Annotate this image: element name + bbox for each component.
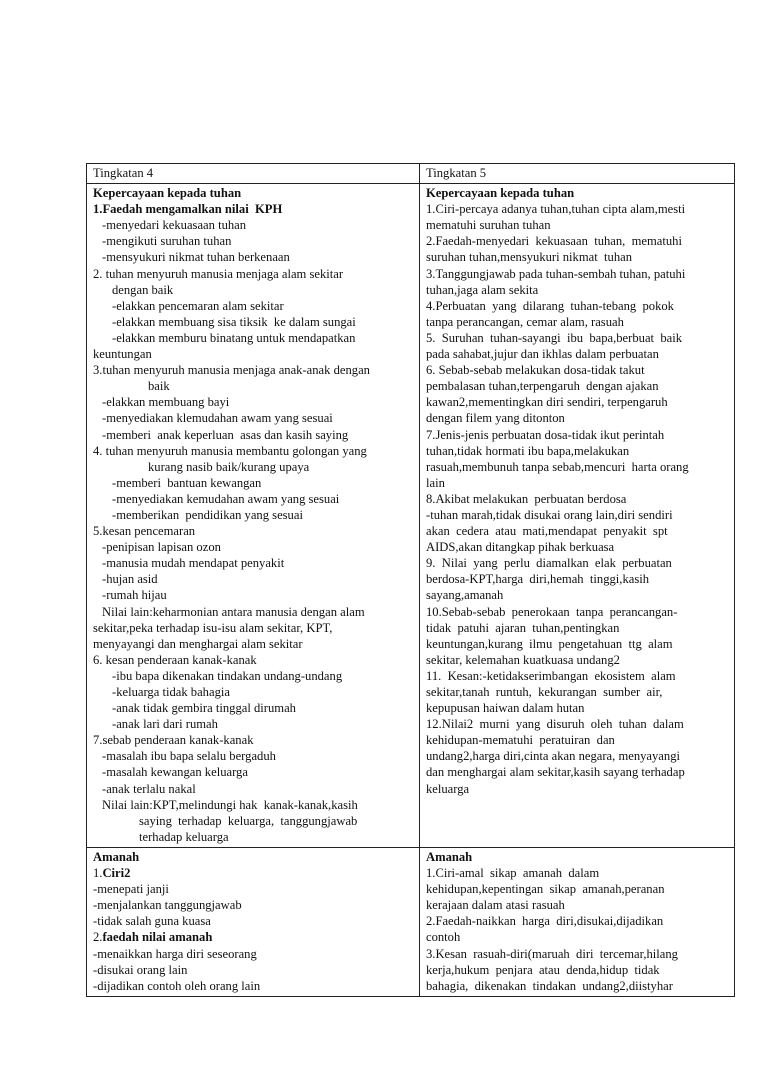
cell-kepercayaan-t4 bbox=[87, 184, 420, 848]
text-line: Nilai lain:keharmonian antara manusia dengan alam bbox=[102, 604, 365, 619]
header-tingkatan-4: Tingkatan 4 bbox=[87, 164, 420, 184]
text-line: 7.sebab penderaan kanak-kanak bbox=[93, 733, 254, 748]
notes-table bbox=[86, 163, 735, 997]
text-line: 2. tuhan menyuruh manusia menjaga alam sekitar bbox=[93, 266, 344, 281]
text-line: -dijadikan contoh oleh orang lain bbox=[93, 978, 261, 993]
text-line bbox=[93, 929, 415, 945]
text-line: tanpa perancangan, cemar alam, rasuah bbox=[426, 314, 624, 329]
text-line: 5. Suruhan tuhan-sayangi ibu bapa,berbuat baik bbox=[426, 330, 683, 345]
text-line: tuhan,jaga alam sekita bbox=[426, 282, 539, 297]
text-line: kawan2,mementingkan diri sendiri, terpengaruh bbox=[426, 395, 668, 410]
text-line: -elakkan membuang sisa tiksik ke dalam sungai bbox=[112, 314, 356, 329]
cell-kepercayaan-t5 bbox=[420, 184, 735, 848]
text-line: sayang,amanah bbox=[426, 588, 504, 603]
text-line: 1.Faedah mengamalkan nilai KPH bbox=[93, 202, 283, 217]
section-amanah-row bbox=[87, 847, 735, 996]
text-line: 2.Faedah-menyedari kekuasaan tuhan, mematuhi bbox=[426, 234, 682, 249]
text-line: 12.Nilai2 murni yang disuruh oleh tuhan dalam bbox=[426, 717, 684, 732]
text-line: pembalasan tuhan,terpengaruh dengan ajakan bbox=[426, 379, 659, 394]
text-line: 11. Kesan:-ketidakserimbangan ekosistem alam bbox=[426, 668, 676, 683]
text-line: pada sahabat,jujur dan ikhlas dalam perbuatan bbox=[426, 347, 659, 362]
text-line: kepupusan haiwan dalam hutan bbox=[426, 701, 585, 716]
section-title: Amanah bbox=[426, 849, 473, 864]
text-line: -tuhan marah,tidak disukai orang lain,diri sendiri bbox=[426, 507, 673, 522]
text-line: tuhan,tidak hormati ibu bapa,melakukan bbox=[426, 443, 630, 458]
text-line: terhadap keluarga bbox=[139, 829, 229, 844]
text-line: -ibu bapa dikenakan tindakan undang-undang bbox=[112, 668, 343, 683]
text-line: kehidupan,kepentingan sikap amanah,peranan bbox=[426, 882, 665, 897]
text-line: -mensyukuri nikmat tuhan berkenaan bbox=[102, 250, 290, 265]
text-line: -menyedari kekuasaan tuhan bbox=[102, 218, 247, 233]
text-line: 3.Tanggungjawab pada tuhan-sembah tuhan, patuhi bbox=[426, 266, 686, 281]
text-line: menyayangi dan menghargai alam sekitar bbox=[93, 636, 303, 651]
text-line bbox=[93, 865, 415, 881]
text-line: kerajaan dalam atasi rasuah bbox=[426, 898, 565, 913]
text-line: -manusia mudah mendapat penyakit bbox=[102, 556, 285, 571]
text-line: -masalah kewangan keluarga bbox=[102, 765, 248, 780]
text-line: 9. Nilai yang perlu diamalkan elak perbuatan bbox=[426, 556, 672, 571]
text-line: akan cedera atau mati,mendapat penyakit spt bbox=[426, 524, 668, 539]
text-line: -memberi bantuan kewangan bbox=[112, 475, 262, 490]
text-line: -elakkan pencemaran alam sekitar bbox=[112, 298, 284, 313]
text-line: -menyediakan kemudahan awam yang sesuai bbox=[112, 491, 340, 506]
text-line: kurang nasib baik/kurang upaya bbox=[148, 459, 310, 474]
text-line: contoh bbox=[426, 930, 461, 945]
item-heading: faedah nilai amanah bbox=[102, 930, 213, 945]
text-line: dengan baik bbox=[112, 282, 174, 297]
text-line: -menepati janji bbox=[93, 882, 169, 897]
section-title: Kepercayaan kepada tuhan bbox=[426, 186, 575, 201]
section-kepercayaan-row bbox=[87, 184, 735, 848]
text-line: AIDS,akan ditangkap pihak berkuasa bbox=[426, 540, 615, 555]
cell-amanah-t4 bbox=[87, 847, 420, 996]
text-line: -anak terlalu nakal bbox=[102, 781, 196, 796]
text-line: baik bbox=[148, 379, 170, 394]
item-heading: Ciri2 bbox=[102, 866, 131, 881]
text-line: tidak patuhi ajaran tuhan,pentingkan bbox=[426, 620, 620, 635]
item-number: 1. bbox=[93, 866, 103, 881]
text-line: 1.Ciri-percaya adanya tuhan,tuhan cipta alam,mesti bbox=[426, 202, 686, 217]
text-line: 1.Ciri-amal sikap amanah dalam bbox=[426, 866, 600, 881]
text-line: undang2,harga diri,cinta akan negara, menyayangi bbox=[426, 749, 680, 764]
text-line: -penipisan lapisan ozon bbox=[102, 540, 221, 555]
text-line: -mengikuti suruhan tuhan bbox=[102, 234, 232, 249]
text-line: 7.Jenis-jenis perbuatan dosa-tidak ikut perintah bbox=[426, 427, 665, 442]
text-line: Nilai lain:KPT,melindungi hak kanak-kanak,kasih bbox=[102, 797, 358, 812]
text-line: keuntungan bbox=[93, 347, 152, 362]
text-line: 3.Kesan rasuah-diri(maruah diri tercemar,hilang bbox=[426, 946, 678, 961]
text-line: -menjalankan tanggungjawab bbox=[93, 898, 242, 913]
text-line: -rumah hijau bbox=[102, 588, 167, 603]
text-line: -elakkan memburu binatang untuk mendapatkan bbox=[112, 330, 356, 345]
text-line: mematuhi suruhan tuhan bbox=[426, 218, 551, 233]
text-line: 4.Perbuatan yang dilarang tuhan-tebang pokok bbox=[426, 298, 674, 313]
text-line: -memberikan pendidikan yang sesuai bbox=[112, 507, 303, 522]
header-row bbox=[87, 164, 735, 184]
text-line: -anak tidak gembira tinggal dirumah bbox=[112, 701, 296, 716]
text-line: -anak lari dari rumah bbox=[112, 717, 218, 732]
text-line: -memberi anak keperluan asas dan kasih saying bbox=[102, 427, 349, 442]
text-line: sekitar,tanah runtuh, kekurangan sumber air, bbox=[426, 685, 663, 699]
text-line: saying terhadap keluarga, tanggungjawab bbox=[139, 813, 358, 828]
cell-amanah-t5 bbox=[420, 847, 735, 996]
text-line: bahagia, dikenakan tindakan undang2,diistyhar bbox=[426, 978, 673, 993]
text-line: dan menghargai alam sekitar,kasih sayang terhadap bbox=[426, 765, 685, 780]
text-line: -elakkan membuang bayi bbox=[102, 395, 230, 410]
text-line: -menyediakan klemudahan awam yang sesuai bbox=[102, 411, 333, 426]
text-line: lain bbox=[426, 475, 445, 490]
text-line: -disukai orang lain bbox=[93, 962, 188, 977]
text-line: 2.Faedah-naikkan harga diri,disukai,dijadikan bbox=[426, 914, 664, 929]
section-title: Kepercayaan kepada tuhan bbox=[93, 186, 242, 201]
text-line: -tidak salah guna kuasa bbox=[93, 914, 211, 929]
text-line: -masalah ibu bapa selalu bergaduh bbox=[102, 749, 276, 764]
text-line: 5.kesan pencemaran bbox=[93, 524, 196, 539]
text-line: sekitar,peka terhadap isu-isu alam sekitar, KPT, bbox=[93, 620, 333, 635]
text-line: 3.tuhan menyuruh manusia menjaga anak-anak dengan bbox=[93, 363, 370, 378]
text-line: 10.Sebab-sebab penerokaan tanpa perancangan- bbox=[426, 604, 678, 619]
text-line: -keluarga tidak bahagia bbox=[112, 685, 230, 699]
text-line: 6. kesan penderaan kanak-kanak bbox=[93, 652, 257, 667]
text-line: -menaikkan harga diri seseorang bbox=[93, 946, 257, 961]
text-line: berdosa-KPT,harga diri,hemah tinggi,kasih bbox=[426, 572, 650, 587]
text-line: kerja,hukum penjara atau denda,hidup tidak bbox=[426, 962, 660, 977]
text-line: rasuah,membunuh tanpa sebab,mencuri harta orang bbox=[426, 459, 689, 474]
text-line: 6. Sebab-sebab melakukan dosa-tidak takut bbox=[426, 363, 645, 378]
text-line: -hujan asid bbox=[102, 572, 158, 587]
header-tingkatan-5: Tingkatan 5 bbox=[420, 164, 735, 184]
text-line: keluarga bbox=[426, 781, 470, 796]
item-number: 2. bbox=[93, 930, 103, 945]
text-line: sekitar, kelemahan kuatkuasa undang2 bbox=[426, 652, 620, 667]
text-line: dengan filem yang ditonton bbox=[426, 411, 565, 426]
text-line: 8.Akibat melakukan perbuatan berdosa bbox=[426, 491, 627, 506]
text-line: suruhan tuhan,mensyukuri nikmat tuhan bbox=[426, 250, 633, 265]
text-line: keuntungan,kurang ilmu pengetahuan ttg alam bbox=[426, 636, 673, 651]
text-line: 4. tuhan menyuruh manusia membantu golongan yang bbox=[93, 443, 367, 458]
section-title: Amanah bbox=[93, 849, 140, 864]
text-line: kehidupan-mematuhi peratuiran dan bbox=[426, 733, 615, 748]
